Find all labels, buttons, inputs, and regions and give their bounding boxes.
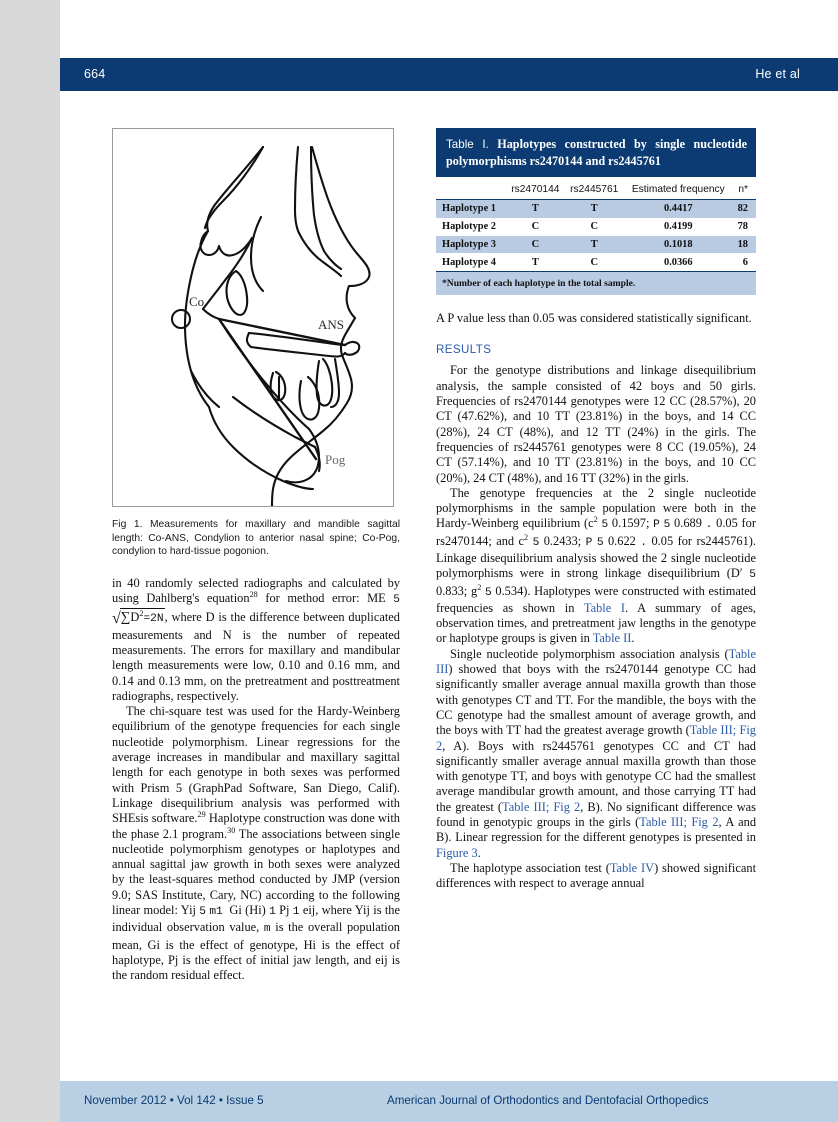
page-header-band (60, 58, 838, 91)
right-column (436, 128, 756, 892)
figure-label-ans: ANS (318, 317, 345, 332)
table-1-card (436, 128, 756, 295)
table-row (436, 253, 756, 271)
column-header-blank (436, 179, 506, 200)
table-1-footnote: *Number of each haplotype in the total sample. (436, 271, 756, 295)
cell-frequency: 0.4417 (624, 200, 733, 218)
math-equals: 5 (393, 594, 400, 607)
right-column-body (436, 311, 756, 326)
citation-28[interactable]: 28 (249, 589, 258, 599)
cell-frequency: 0.1018 (624, 236, 733, 254)
cell-frequency: 0.4199 (663, 221, 693, 233)
table-row (436, 218, 756, 236)
cell-rs2470144: T (506, 200, 565, 218)
link-table-3[interactable]: Table III (436, 646, 756, 677)
cell-rs2470144: C (531, 221, 540, 233)
cell-frequency: 0.0366 (663, 256, 693, 268)
link-table-1[interactable]: Table I (583, 600, 626, 615)
cell-haplotype-name: Haplotype 1 (436, 200, 506, 218)
figure-1-cephalometric-tracing (112, 128, 394, 507)
link-figure-3[interactable]: Figure 3 (436, 845, 478, 860)
cell-rs2445761: C (590, 221, 598, 233)
column-header-n: n* (733, 179, 756, 200)
link-table-3-fig-2-ab[interactable]: Table III; Fig 2 (639, 815, 719, 830)
section-heading-results: RESULTS (436, 343, 492, 357)
cell-rs2445761: T (565, 200, 624, 218)
paragraph-snp-association: Single nucleotide polymorphism association analysis (Table III) showed that boys with the rs2470144 genotype CC had significantly smaller average annual maxilla growth than those with genotypes CT and TT. For the mandible, the boys with the CC genotype had the smallest amount of average growth, and the boys with TT had the greatest average growth (Table III; Fig 2, A). Boys with rs2445761 genotypes CC and CT had significantly smaller average annual maxilla growth than those with genotype TT, and boys with genotype CC had the smallest average mandibular growth amount, and those carrying TT had the greatest (Table III; Fig 2, B). No significant difference was found in genotypic groups in the girls (Table III; Fig 2, A and B). Linear regression for the different genotypes is presented in Figure 3. (436, 646, 757, 860)
paragraph-statistics: The chi-square test was used for the Hardy-Weinberg equilibrium of the genotype frequencies for each single nucleotide polymorphism. Linear regressions for the average increases in mandibular and maxillary sagittal length for each genotype in both sexes was performed with Prism 5 (GraphPad Software, San Diego, Calif). Linkage disequilibrium analysis was performed with SHEsis software.$^{29}$ Haplotype construction was done with the phase 2.1 program.$^{30}$ The associations between single nucleotide polymorphism genotypes or haplotypes and annual sagittal jaw growth in both sexes were analyzed by the least-squares method conducted by JMP (version 9.0; SAS Institute, Cary, NC) according to the following linear model: Yij 5 m1 Gi (Hi) 1 Pj 1 eij, where Yij is the individual observation value, m is the overall population mean, Gi is the effect of genotype, Hi is the effect of haplotype, Pj is the effect of initial jaw length, and eij is the random residual effect. (112, 704, 400, 983)
page-footer-band (60, 1081, 838, 1122)
cell-haplotype-name: Haplotype 2 (442, 221, 496, 233)
left-column-body (112, 576, 400, 984)
column-header-rs2470144: rs2470144 (506, 179, 565, 200)
paragraph-method-error: in 40 randomly selected radiographs and calculated by using Dahlberg's equation$^{28}$ for method error: ME 5 $√\sum D^2=2N$, where D is the difference between duplicated measurements and N is the number of repeated measurements. The errors for maxillary and mandibular length measurements were low, 0.10 and 0.16 mm, and 0.14 and 0.13 mm, on the pretreatment and posttreatment radiographs, respectively. (112, 575, 400, 703)
figure-label-pog: Pog (325, 452, 346, 467)
cell-haplotype-name: Haplotype 4 (442, 256, 496, 268)
cell-n: 78 (737, 221, 748, 233)
footer-journal-name: American Journal of Orthodontics and Dentofacial Orthopedics (387, 1094, 709, 1107)
link-table-3-fig-2-a[interactable]: Table III; Fig 2 (436, 723, 756, 753)
cell-n: 18 (733, 236, 756, 254)
left-column (112, 128, 400, 984)
link-table-4[interactable]: Table IV (609, 860, 655, 875)
paragraph-genotype-distributions: For the genotype distributions and linkage disequilibrium analysis, the sample consisted of 42 boys and 50 girls. Frequencies of rs2470144 genotypes were 12 CC (28.57%), 20 CT (47.62%), and 10 TT (23.81%) in the boys, and 14 CC (28%), 24 CT (48%), and 12 TT (24%) in the girls. The frequencies of rs2445761 genotypes were 8 CC (19.05%), 24 CT (57.14%), and 10 TT (23.81%) in the boys, and 10 CC (20%), 24 CT (48%), and 16 TT (32%) in the girls. (436, 363, 756, 485)
paragraph-p-value: A P value less than 0.05 was considered statistically significant. (436, 311, 752, 326)
paragraph-haplotype-association: The haplotype association test (Table IV) showed significant differences with respect to average annual (436, 860, 757, 891)
cell-haplotype-name: Haplotype 3 (436, 236, 506, 254)
table-1-title-text: Haplotypes constructed by single nucleotide polymorphisms rs2470144 and rs2445761 (446, 137, 748, 168)
column-header-rs2445761: rs2445761 (565, 179, 624, 200)
cell-rs2445761: C (590, 256, 598, 268)
paragraph-hardy-weinberg: The genotype frequencies at the 2 single nucleotide polymorphisms in the sample population were both in the Hardy-Weinberg equilibrium ($c^2$ 5 0.1597; P 5 0.689 . 0.05 for rs2470144; and $c^2$ 5 0.2433; P 5 0.622 . 0.05 for rs2445761). Linkage disequilibrium analysis showed the 2 single nucleotide polymorphisms were in strong linkage disequilibrium (D′ 5 0.833; $g^2$ 5 0.534). Haplotypes were constructed with estimated frequencies as shown in Table I. A summary of ages, observation times, and pretreatment jaw lengths in the genotype or haplotype groups is given in Table II. (436, 485, 756, 646)
cell-rs2470144: T (531, 256, 539, 268)
table-row (436, 236, 756, 254)
results-body (436, 363, 756, 891)
cell-n: 82 (733, 200, 756, 218)
table-row (436, 200, 756, 218)
link-table-2[interactable]: Table II (592, 631, 632, 646)
column-header-estimated-frequency: Estimated frequency (624, 179, 733, 200)
cephalogram-svg (113, 129, 393, 506)
cell-rs2445761: T (565, 236, 624, 254)
cell-n: 6 (742, 256, 748, 268)
running-authors: He et al (755, 67, 800, 81)
figure-1-caption: Fig 1. Measurements for maxillary and mandible sagittal length: Co-ANS, Condylion to anterior nasal spine; Co-Pog, condylion to hard-tissue pogonion. (112, 519, 400, 558)
table-1-haplotypes (436, 179, 756, 271)
table-1-title (436, 128, 756, 177)
table-1-label: Table I. (446, 138, 489, 151)
citation-30[interactable]: 30 (227, 825, 236, 835)
link-table-3-fig-2-b[interactable]: Table III; Fig 2 (502, 799, 581, 814)
figure-label-co: Co (189, 294, 205, 309)
page-number: 664 (84, 67, 106, 81)
citation-29[interactable]: 29 (197, 810, 206, 820)
dahlberg-formula: $√\sum D^2=2N$ (112, 609, 164, 628)
cell-rs2470144: C (506, 236, 565, 254)
page-left-margin-edge (0, 0, 60, 1122)
footer-issue-info: November 2012 • Vol 142 • Issue 5 (84, 1094, 264, 1107)
table-header-row (436, 179, 756, 200)
